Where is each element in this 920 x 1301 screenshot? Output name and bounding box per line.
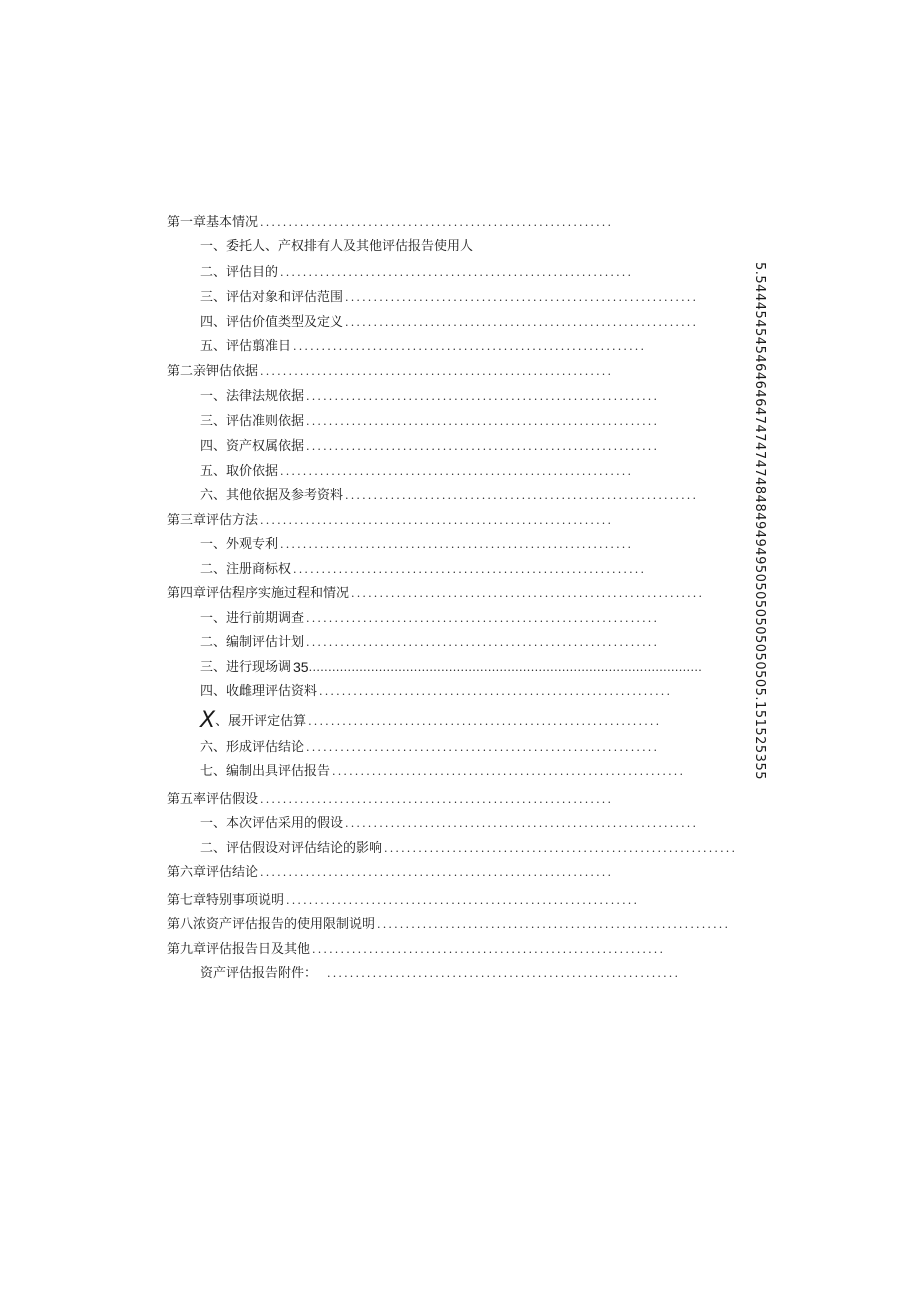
toc-entry-section[interactable] <box>167 533 634 558</box>
toc-entry-label: 第五率评估假设 <box>167 791 259 807</box>
toc-entry-label: 第九章评估报告日及其他 <box>167 941 311 957</box>
toc-entry-label: 五、评估翦准日 <box>200 339 292 355</box>
toc-entry-section[interactable] <box>167 435 660 460</box>
toc-entry-section[interactable] <box>167 459 634 484</box>
toc-entry-section[interactable] <box>167 310 699 335</box>
toc-entry-label: 第一章基本情况 <box>167 214 259 230</box>
toc-entry-section[interactable] <box>167 606 660 631</box>
toc-entry-suffix: 35 <box>293 659 309 676</box>
toc-entry-label: 七、编制出具评估报告 <box>200 764 331 780</box>
toc-leader-dots: .............................................................. <box>293 562 647 576</box>
toc-leader-dots: .............................................................. <box>345 817 699 831</box>
toc-entry-chapter-1[interactable] <box>167 210 614 235</box>
toc-leader-dots: .............................................................. <box>306 740 660 754</box>
toc-entry-chapter-6[interactable] <box>167 861 614 886</box>
toc-leader-dots: .............................................................. <box>260 364 614 378</box>
toc-leader-dots: .............................................................. <box>260 866 614 880</box>
toc-entry-label: 第四章评估程序实施过程和情况 <box>167 586 350 602</box>
toc-entry-section[interactable] <box>167 260 634 285</box>
toc-leader-dots: .............................................................. <box>286 893 640 907</box>
toc-entry-section[interactable] <box>167 286 699 311</box>
toc-entry-section[interactable] <box>167 812 699 837</box>
toc-leader-dots: .............................................................. <box>377 918 731 932</box>
toc-leader-dots: .............................................................. <box>306 390 660 404</box>
toc-entry-section[interactable] <box>167 235 537 260</box>
toc-leader-dots: .............................................................. <box>306 414 660 428</box>
toc-leader-dots: .............................................................. <box>293 340 647 354</box>
toc-entry-chapter-8[interactable] <box>167 913 731 938</box>
toc-entry-label: 一、法律法规依据 <box>200 389 305 405</box>
toc-entry-label: 第八浓资产评估报告的使用限制说明 <box>167 917 376 933</box>
toc-leader-dots: .............................................................. <box>280 538 634 552</box>
toc-entry-section[interactable] <box>167 631 660 656</box>
toc-leader-dots: .............................................................. <box>345 291 699 305</box>
toc-entry-label: 一、委托人、产权排有人及其他评估报告使用人 <box>200 239 474 255</box>
toc-entry-label: 六、形成评估结论 <box>200 739 305 755</box>
toc-entry-label: 二、评估目的 <box>200 264 279 280</box>
toc-leader-dots: .............................................................. <box>306 636 660 650</box>
toc-entry-label: 一、本次评估采用的假设 <box>200 816 344 832</box>
toc-leader-dots: .............................................................. <box>345 315 699 329</box>
toc-entry-label: 第六章评估结论 <box>167 865 259 881</box>
toc-entry-section[interactable] <box>167 557 647 582</box>
toc-leader-dots: .............................................................. <box>312 942 666 956</box>
toc-leader-dots: .............................................................. <box>260 513 614 527</box>
toc-leader-dots: .............................................................. <box>384 841 738 855</box>
toc-entry-section[interactable] <box>167 760 686 785</box>
toc-entry-mark: X <box>200 708 216 733</box>
toc-leader-dots: .............................................................. <box>280 464 634 478</box>
page-numbers-column: 5.544454545464646474747474848494949505050505050505.151525355 <box>752 262 767 780</box>
toc-entry-label: 资产评估报告附件： <box>200 967 327 980</box>
toc-leader-dots: .............................................................. <box>306 440 660 454</box>
toc-leader-dots: .............................................................. <box>308 714 662 728</box>
table-of-contents <box>167 210 738 986</box>
toc-entry-chapter-4[interactable] <box>167 582 705 607</box>
toc-entry-label: 三、评估准则依据 <box>200 413 305 429</box>
toc-entry-section[interactable] <box>167 836 738 861</box>
toc-entry-chapter-9[interactable] <box>167 937 666 962</box>
toc-leader-dots: .............................................................. <box>319 685 673 699</box>
toc-leader-dots: .............................................................. <box>327 967 681 981</box>
toc-entry-label: 四、评估价值类型及定义 <box>200 314 344 330</box>
toc-entry-chapter-3[interactable] <box>167 508 614 533</box>
toc-leader-dots: .............................................................. <box>260 792 614 806</box>
toc-entry-section[interactable] <box>167 680 673 705</box>
toc-entry-label: 五、取价依据 <box>200 463 279 479</box>
toc-entry-section[interactable] <box>167 735 660 760</box>
toc-leader-dots: .............................................................. <box>345 489 699 503</box>
toc-entry-label: 一、外观专利 <box>200 537 279 553</box>
toc-leader-dots: ..................................................................................................... <box>308 660 703 674</box>
toc-leader-dots: .............................................................. <box>332 765 686 779</box>
toc-entry-chapter-7[interactable] <box>167 888 640 913</box>
toc-entry-chapter-2[interactable] <box>167 359 614 384</box>
toc-entry-chapter-5[interactable] <box>167 787 614 812</box>
toc-entry-label: 一、进行前期调查 <box>200 610 305 626</box>
toc-entry-label: 二、注册商标权 <box>200 561 292 577</box>
toc-entry-label: 四、资产权属依据 <box>200 439 305 455</box>
toc-leader-dots: .............................................................. <box>260 215 614 229</box>
toc-entry-section[interactable] <box>167 707 662 735</box>
toc-entry-label: 六、其他依据及参考资料 <box>200 488 344 504</box>
toc-entry-section[interactable] <box>167 484 699 509</box>
toc-leader-dots: .............................................................. <box>306 611 660 625</box>
toc-entry-section[interactable] <box>167 335 647 360</box>
toc-entry-label: 四、收雌理评估资料 <box>200 684 318 700</box>
toc-entry-section[interactable] <box>167 409 660 434</box>
toc-entry-appendix[interactable] <box>167 962 681 987</box>
toc-entry-label: 第三章评估方法 <box>167 512 259 528</box>
toc-leader-dots: .............................................................. <box>351 587 705 601</box>
toc-leader-dots: .............................................................. <box>280 265 634 279</box>
toc-entry-label: 第二亲钾估依据 <box>167 363 259 379</box>
toc-entry-label: 第七章特别事项说明 <box>167 892 285 908</box>
toc-entry-label: 二、编制评估计划 <box>200 635 305 651</box>
toc-entry-label: 三、评估对象和评估范围 <box>200 290 344 306</box>
toc-entry-section[interactable] <box>167 655 703 680</box>
toc-entry-label: 三、进行现场调 <box>200 659 292 675</box>
toc-entry-label: 、展开评定估算 <box>215 713 307 729</box>
toc-entry-label: 二、评估假设对评估结论的影响 <box>200 840 383 856</box>
toc-entry-section[interactable] <box>167 385 660 410</box>
